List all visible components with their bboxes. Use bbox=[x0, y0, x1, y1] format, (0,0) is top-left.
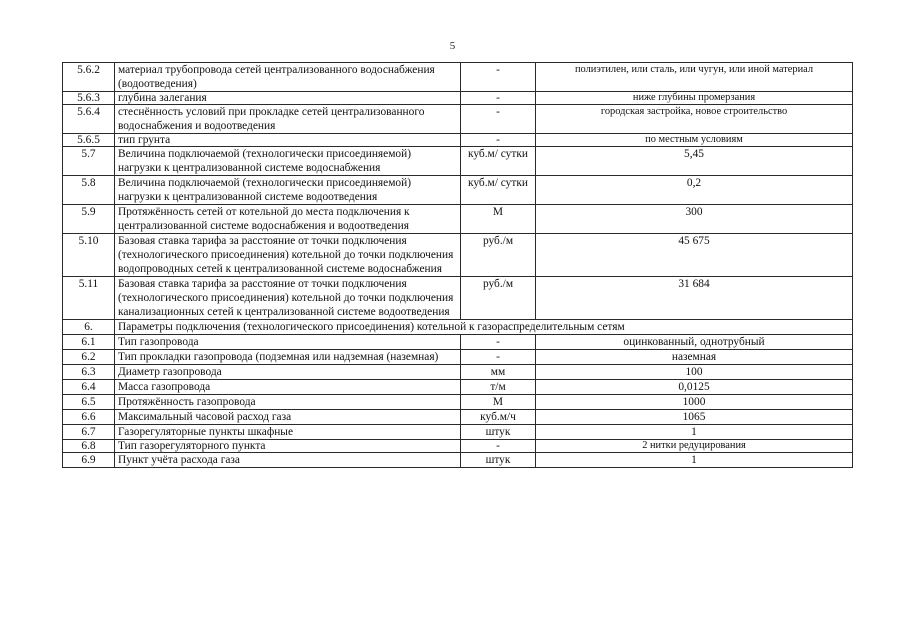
row-value: наземная bbox=[536, 350, 853, 365]
table-row bbox=[63, 350, 853, 365]
row-number: 6.3 bbox=[63, 365, 115, 380]
parameters-table bbox=[62, 62, 853, 468]
table-row bbox=[63, 176, 853, 205]
row-value: ниже глубины промерзания bbox=[536, 92, 853, 105]
row-unit: - bbox=[461, 134, 536, 147]
row-name: Максимальный часовой расход газа bbox=[115, 410, 461, 425]
row-value: 1 bbox=[536, 425, 853, 440]
section-title: Параметры подключения (технологического присоединения) котельной к газораспределительным сетям bbox=[115, 320, 853, 335]
row-number: 5.6.3 bbox=[63, 92, 115, 105]
row-unit: штук bbox=[461, 425, 536, 440]
row-unit: - bbox=[461, 350, 536, 365]
row-name: глубина залегания bbox=[115, 92, 461, 105]
row-unit: - bbox=[461, 92, 536, 105]
row-number: 6.9 bbox=[63, 453, 115, 468]
table-row bbox=[63, 395, 853, 410]
table-row bbox=[63, 92, 853, 105]
table-row bbox=[63, 440, 853, 453]
row-name: Тип прокладки газопровода (подземная или надземная (наземная) bbox=[115, 350, 461, 365]
table-row bbox=[63, 234, 853, 277]
page-number: 5 bbox=[449, 40, 456, 52]
row-number: 5.9 bbox=[63, 205, 115, 234]
row-name: Тип газорегуляторного пункта bbox=[115, 440, 461, 453]
table-row bbox=[63, 134, 853, 147]
table-row bbox=[63, 410, 853, 425]
row-unit: мм bbox=[461, 365, 536, 380]
row-number: 5.8 bbox=[63, 176, 115, 205]
row-value: городская застройка, новое строительство bbox=[536, 105, 853, 134]
table-row bbox=[63, 380, 853, 395]
row-number: 6.7 bbox=[63, 425, 115, 440]
table-body bbox=[63, 63, 853, 468]
row-value: 5,45 bbox=[536, 147, 853, 176]
row-unit: т/м bbox=[461, 380, 536, 395]
section-header-row bbox=[63, 320, 853, 335]
row-number: 5.6.5 bbox=[63, 134, 115, 147]
table-row bbox=[63, 453, 853, 468]
row-name: тип грунта bbox=[115, 134, 461, 147]
table-row bbox=[63, 63, 853, 92]
row-number: 5.6.2 bbox=[63, 63, 115, 92]
row-number: 6.4 bbox=[63, 380, 115, 395]
row-name: Тип газопровода bbox=[115, 335, 461, 350]
row-unit: штук bbox=[461, 453, 536, 468]
row-name: Газорегуляторные пункты шкафные bbox=[115, 425, 461, 440]
row-name: Масса газопровода bbox=[115, 380, 461, 395]
table-row bbox=[63, 277, 853, 320]
row-unit: куб.м/ сутки bbox=[461, 176, 536, 205]
row-name: Величина подключаемой (технологически присоединяемой) нагрузки к централизованной системе водоснабжения bbox=[115, 147, 461, 176]
row-number: 6.5 bbox=[63, 395, 115, 410]
row-value: 300 bbox=[536, 205, 853, 234]
row-name: материал трубопровода сетей централизованного водоснабжения (водоотведения) bbox=[115, 63, 461, 92]
row-unit: куб.м/ сутки bbox=[461, 147, 536, 176]
row-name: Пункт учёта расхода газа bbox=[115, 453, 461, 468]
row-name: стеснённость условий при прокладке сетей централизованного водоснабжения и водоотведения bbox=[115, 105, 461, 134]
section-number: 6. bbox=[63, 320, 115, 335]
row-value: 1065 bbox=[536, 410, 853, 425]
row-name: Диаметр газопровода bbox=[115, 365, 461, 380]
row-name: Протяжённость газопровода bbox=[115, 395, 461, 410]
row-number: 5.11 bbox=[63, 277, 115, 320]
row-name: Величина подключаемой (технологически присоединяемой) нагрузки к централизованной системе водоотведения bbox=[115, 176, 461, 205]
table-row bbox=[63, 105, 853, 134]
row-name: Протяжённость сетей от котельной до места подключения к централизованной системе водоснабжения и водоотведения bbox=[115, 205, 461, 234]
row-value: 1000 bbox=[536, 395, 853, 410]
table-row bbox=[63, 147, 853, 176]
row-unit: М bbox=[461, 395, 536, 410]
row-value: 45 675 bbox=[536, 234, 853, 277]
table-row bbox=[63, 205, 853, 234]
row-number: 6.2 bbox=[63, 350, 115, 365]
row-value: 100 bbox=[536, 365, 853, 380]
table-row bbox=[63, 425, 853, 440]
row-unit: - bbox=[461, 63, 536, 92]
row-value: 0,0125 bbox=[536, 380, 853, 395]
row-unit: - bbox=[461, 440, 536, 453]
row-name: Базовая ставка тарифа за расстояние от точки подключения (технологического присоединения) котельной до точки подключения канализационных сетей к централизованной системе водоотведения bbox=[115, 277, 461, 320]
table-row bbox=[63, 365, 853, 380]
row-value: 0,2 bbox=[536, 176, 853, 205]
row-unit: руб./м bbox=[461, 234, 536, 277]
row-unit: руб./м bbox=[461, 277, 536, 320]
row-value: по местным условиям bbox=[536, 134, 853, 147]
row-name: Базовая ставка тарифа за расстояние от точки подключения (технологического присоединения) котельной до точки подключения водопроводных сетей к централизованной системе водоснабжения bbox=[115, 234, 461, 277]
row-unit: М bbox=[461, 205, 536, 234]
row-value: 31 684 bbox=[536, 277, 853, 320]
row-number: 6.6 bbox=[63, 410, 115, 425]
table-row bbox=[63, 335, 853, 350]
row-unit: - bbox=[461, 335, 536, 350]
row-unit: куб.м/ч bbox=[461, 410, 536, 425]
row-value: полиэтилен, или сталь, или чугун, или иной материал bbox=[536, 63, 853, 92]
row-number: 5.7 bbox=[63, 147, 115, 176]
row-unit: - bbox=[461, 105, 536, 134]
row-number: 5.10 bbox=[63, 234, 115, 277]
row-value: 1 bbox=[536, 453, 853, 468]
row-value: 2 нитки редуцирования bbox=[536, 440, 853, 453]
row-value: оцинкованный, однотрубный bbox=[536, 335, 853, 350]
row-number: 5.6.4 bbox=[63, 105, 115, 134]
row-number: 6.1 bbox=[63, 335, 115, 350]
row-number: 6.8 bbox=[63, 440, 115, 453]
